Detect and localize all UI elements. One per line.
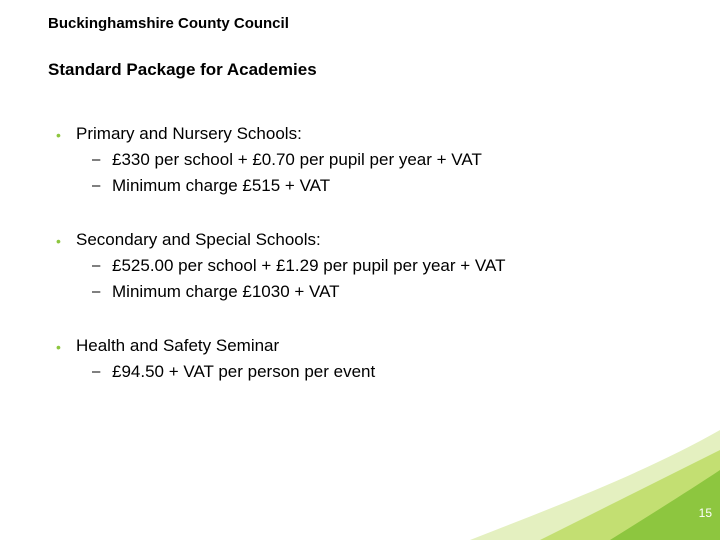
sub-item-text: Minimum charge £1030 + VAT [112, 282, 340, 301]
bullet-dot-icon: • [56, 127, 61, 143]
bullet-list [48, 120, 688, 412]
page-number: 15 [698, 506, 712, 520]
dash-icon: – [92, 363, 101, 380]
dash-icon: – [92, 151, 101, 168]
bullet-item-primary [48, 120, 688, 200]
dash-icon: – [92, 283, 101, 300]
bullet-text: Health and Safety Seminar [76, 336, 280, 355]
bullet-dot-icon: • [56, 233, 61, 249]
bullet-item-secondary [48, 226, 688, 306]
slide-title: Standard Package for Academies [48, 60, 317, 79]
bullet-text: Primary and Nursery Schools: [76, 124, 302, 143]
sub-item-text: £330 per school + £0.70 per pupil per year + VAT [112, 150, 482, 169]
sub-item-text: £94.50 + VAT per person per event [112, 362, 376, 381]
organization-name: Buckinghamshire County Council [48, 15, 289, 32]
bullet-dot-icon: • [56, 339, 61, 355]
sub-item-text: Minimum charge £515 + VAT [112, 176, 331, 195]
dash-icon: – [92, 177, 101, 194]
bullet-item-seminar [48, 332, 688, 386]
sub-item-text: £525.00 per school + £1.29 per pupil per year + VAT [112, 256, 506, 275]
bullet-text: Secondary and Special Schools: [76, 230, 321, 249]
dash-icon: – [92, 257, 101, 274]
